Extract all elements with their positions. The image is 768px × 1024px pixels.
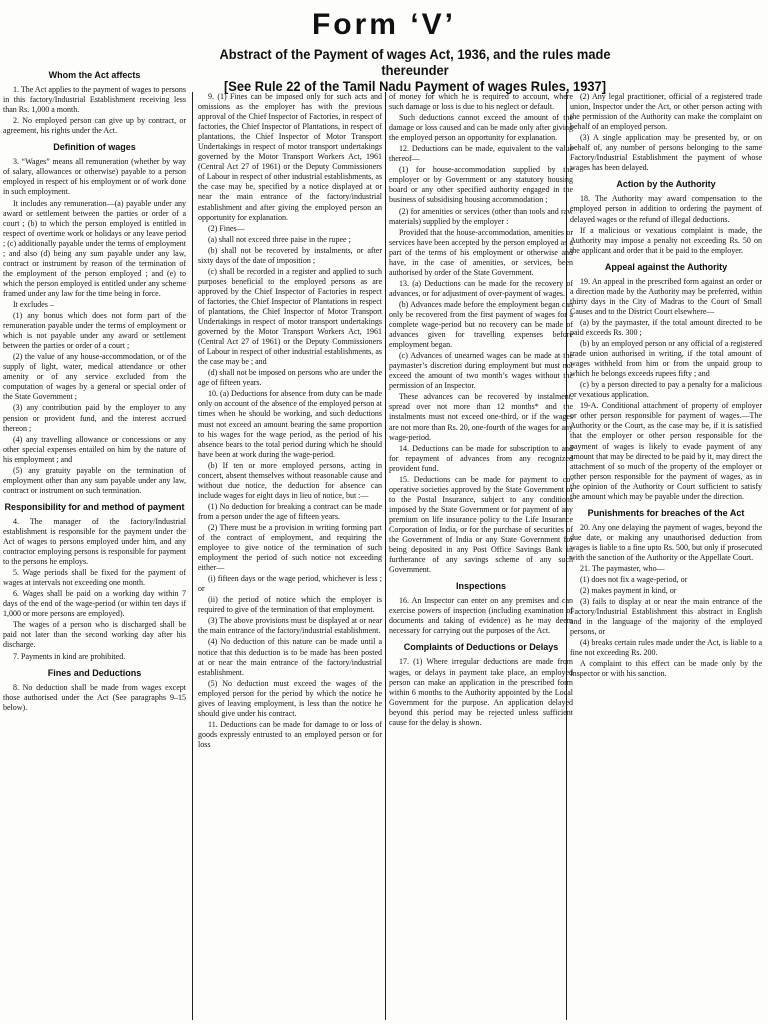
paragraph: 1. The Act applies to the payment of wages to persons in this factory/Industrial Establishment receiving less than Rs. 1,000 a month. xyxy=(3,85,186,115)
paragraph: Provided that the house-accommodation, amenities or services have been accepted by the person employed as a part of the terms of his employment or otherwise and have, in the case of amenities, or services, been authorised by order of the State Government. xyxy=(389,227,573,277)
paragraph: Such deductions cannot exceed the amount of the damage or loss caused and can be made only after giving the employed person an opportunity for explanation. xyxy=(389,113,573,143)
paragraph: (1) No deduction for breaking a contract can be made from a person under the age of fifteen years. xyxy=(198,501,382,521)
paragraph: (c) shall be recorded in a register and applied to such purposes beneficial to the employed persons as are approved by the Chief Inspector of Factories in respect of factories, the Chief Inspector of Plantations in respect of plantations, the Chief Inspector of Motor Transport Undertakings in respect of motor transport undertakings governed by the Motor Transport Workers Act, 1961 (Central Act 27 of 1961) or the Deputy Commissioners of Labour in respect of other industrial establishments, as the case may be ; and xyxy=(198,266,382,367)
paragraph: The wages of a person who is discharged shall be paid not later than the second working day after his discharge. xyxy=(3,620,186,650)
column-2 xyxy=(198,92,382,1018)
paragraph: (3) fails to display at or near the main entrance of the Factory/Industrial Establishment this abstract in English and in the language of the majority of the employed persons, or xyxy=(570,597,762,637)
paragraph: 8. No deduction shall be made from wages except those authorised under the Act (See paragraphs 9–15 below). xyxy=(3,682,186,712)
paragraph: It includes any remuneration—(a) payable under any award or settlement between the parties or order of a court ; (b) to which the person employed is entitled in respect of overtime work or holidays or any leave period ; (c) additionally payable under the terms of employment ; and also (d) being any sum payable under any law, contract or instrument by reason of the termination of the employment of the person employed ; and (e) to which the person employed is entitled under any scheme framed under any law for the time being in force. xyxy=(3,198,186,298)
paragraph: (2) Fines— xyxy=(208,223,245,233)
section-heading-punishments: Punishments for breaches of the Act xyxy=(587,507,745,518)
section-heading-definition: Definition of wages xyxy=(53,142,136,153)
paragraph: 15. Deductions can be made for payment to co-operative societies approved by the State Government or to the Postal Insurance, subject to any conditions imposed by the State Government or for payment of any premium on life insurance policy to the Life Insurance Corporation of India, or for the purchase of securities of the Government of India or any State Government for being deposited in any Post Office Savings Bank in furtherance of any savings scheme of any such Government. xyxy=(389,474,573,575)
paragraph: (5) No deduction must exceed the wages of the employed person for the period by which the notice he gives of leaving employment, is less than the notice he should give under his contract. xyxy=(198,678,382,718)
section-heading-fines: Fines and Deductions xyxy=(47,667,142,678)
column-4 xyxy=(570,92,762,1018)
paragraph: (5) any gratuity payable on the termination of employment other than any sum payable under any law, contract or instrument on such termination. xyxy=(3,465,186,495)
paragraph: 6. Wages shall be paid on a working day within 7 days of the end of the wage-period (or within ten days if 1,000 or more persons are employed). xyxy=(3,589,186,619)
paragraph: 4. The manager of the factory/Industrial establishment is responsible for the payment under the Act of wages to persons employed under him, and any contractor employing persons is responsible for payment to the persons he employs. xyxy=(3,516,186,567)
paragraph: 19. An appeal in the prescribed form against an order or a direction made by the Authority may be preferred, within thirty days in the City of Madras to the Court of Small Causes and to the District Court elsewhere— xyxy=(570,276,762,316)
paragraph: (ii) the period of notice which the employer is required to give of the termination of that employment. xyxy=(198,595,382,615)
paragraph: 3. “Wages” means all remuneration (whether by way of salary, allowances or otherwise) payable to a person employed in respect of his employment or of work done in such employment. xyxy=(3,157,186,197)
paragraph: These advances can be recovered by instalment, spread over not more than 12 months* and the instalments must not exceed one-third, or if the wages are not more than Rs. 20, one-fourth of the wages for any wage-period. xyxy=(389,392,573,442)
paragraph: (1) any bonus which does not form part of the remuneration payable under the terms of employment or which is not payable under any award or settlement between the parties or order of a court ; xyxy=(3,311,186,351)
paragraph: It excludes – xyxy=(13,299,54,309)
paragraph: (a) by the paymaster, if the total amount directed to be paid exceeds Rs. 300 ; xyxy=(570,317,762,337)
section-heading-action: Action by the Authority xyxy=(616,179,716,190)
paragraph: (4) any travelling allowance or concessions or any other special expenses entailed on him by the nature of his employment ; and xyxy=(3,434,186,464)
paragraph: (4) breaks certain rules made under the Act, is liable to a fine not exceeding Rs. 200. xyxy=(570,638,762,658)
paragraph: 14. Deductions can be made for subscription to and for repayment of advances from any recognized provident fund. xyxy=(389,443,573,473)
paragraph: (2) There must be a provision in writing forming part of the contract of employment, and requiring the employee to give notice of the termination of such employment the period of such notice not exceeding either— xyxy=(198,522,382,573)
paragraph: (3) A single application may be presented by, or on behalf of, any number of persons belonging to the same Factory/Industrial Establishment the payment of whose wages has been delayed. xyxy=(570,133,762,173)
subtitle-line-2: [See Rule 22 of the Tamil Nadu Payment of wages Rules, 1937] xyxy=(223,78,606,94)
section-heading-complaints: Complaints of Deductions or Delays xyxy=(403,642,559,653)
paragraph: 12. Deductions can be made, equivalent to the value thereof— xyxy=(389,144,573,164)
section-heading-whom: Whom the Act affects xyxy=(48,70,141,80)
paragraph: (2) Any legal practitioner, official of a registered trade union, Inspector under the Act, or other person acting with the permission of the Authority can make the complaint on behalf of an employed person. xyxy=(570,92,762,132)
section-heading-responsibility: Responsibility for and method of payment xyxy=(4,501,185,512)
paragraph: (b) by an employed person or any official of a registered trade union authorised in writing, if the total amount of wages withheld from him or from the unpaid group to which he belongs exceeds rupees fifty ; and xyxy=(570,339,762,379)
paragraph: (3) The above provisions must be displayed at or near the main entrance of the factory/industrial establishment. xyxy=(198,616,382,636)
paragraph: (2) makes payment in kind, or xyxy=(580,586,677,596)
paragraph: of money for which he is required to account, where such damage or loss is due to his neglect or default. xyxy=(389,92,573,112)
paragraph: (b) If ten or more employed persons, acting in concert, absent themselves without reasonable cause and without due notice, the deduction for absence can include wages for eight days in lieu of notice, but :— xyxy=(198,460,382,500)
paragraph: (1) does not fix a wage-period, or xyxy=(580,575,688,585)
paragraph: If a malicious or vexatious complaint is made, the Authority may impose a penalty not exceeding Rs. 50 on the applicant and order that it be paid to the employer. xyxy=(570,225,762,255)
column-3 xyxy=(389,92,573,1018)
paragraph: (i) fifteen days or the wage period, whichever is less ; or xyxy=(198,574,382,594)
paragraph: 20. Any one delaying the payment of wages, beyond the due date, or making any unauthorised deduction from wages is liable to a fine upto Rs. 500, but only if prosecuted with the sanction of the Authority or the Appellate Court. xyxy=(570,522,762,562)
form-subtitle xyxy=(199,46,631,94)
paragraph: 13. (a) Deductions can be made for the recovery of advances, or for adjustment of over-payment of wages. xyxy=(389,278,573,298)
column-1 xyxy=(3,70,186,1024)
paragraph: (1) for house-accommodation supplied by the employer or by Government or any statutory housing board or any other specified authority engaged in the business of subsidising housing accommodation ; xyxy=(389,165,573,205)
paragraph: 2. No employed person can give up by contract, or agreement, his rights under the Act. xyxy=(3,116,186,136)
column-divider xyxy=(192,92,193,1020)
section-heading-inspections: Inspections xyxy=(455,581,506,592)
paragraph: 9. (1) Fines can be imposed only for such acts and omissions as the employer has with the previous approval of the Chief Inspector of Factories, in respect of factories, the Chief Inspector of Plantations, in respect of plantations, the Chief Inspector of Motor Transport Undertakings in respect of motor transport undertakings governed by the Motor Transport Workers Act, 1961 (Central Act 27 of 1961) or the Deputy Commissioners of Labour in respect of other industrial establishments, as the case may be, specified by a notice displayed at or near the main entrance of the factory/industrial establishment and after giving the employed person an opportunity for explanation. xyxy=(198,92,382,222)
paragraph: (d) shall not be imposed on persons who are under the age of fifteen years. xyxy=(198,368,382,388)
paragraph: (4) No deduction of this nature can be made until a notice that this deduction is to be made has been posted at or near the main entrance of the factory/industrial establishment. xyxy=(198,637,382,677)
paragraph: 10. (a) Deductions for absence from duty can be made only on account of the absence of the employed person at times when he should be working, and such deductions must not exceed an amount bearing the same proportion to his wages for the wage period, as the period of his absence bears to the total period during which he should have been at work during the wage-period. xyxy=(198,389,382,459)
paragraph: 17. (1) Where irregular deductions are made from wages, or delays in payment take place, an employed person can make an application in the prescribed form within 6 months to the Authority appointed by the Local Government for the purpose. An application delayed beyond this period may be rejected unless sufficient cause for the delay is shown. xyxy=(389,657,573,727)
paragraph: (c) by a person directed to pay a penalty for a malicious or vexatious application. xyxy=(570,380,762,400)
paragraph: 7. Payments in kind are prohibited. xyxy=(13,651,126,661)
paragraph: A complaint to this effect can be made only by the Inspector or with his sanction. xyxy=(570,659,762,679)
paragraph: 18. The Authority may award compensation to the employed person in addition to ordering the payment of delayed wages or the refund of illegal deductions. xyxy=(570,194,762,224)
paragraph: (2) the value of any house-accommodation, or of the supply of light, water, medical attendance or other amenity or of any service excluded from the computation of wages by a general or special order of the State Government ; xyxy=(3,352,186,402)
subtitle-line-1: Abstract of the Payment of wages Act, 1936, and the rules made thereunder xyxy=(219,46,611,78)
form-title: Form ‘V’ xyxy=(311,8,456,41)
section-heading-appeal: Appeal against the Authority xyxy=(604,261,728,272)
paragraph: (3) any contribution paid by the employer to any pension or provident fund, and the interest accrued thereon ; xyxy=(3,403,186,433)
paragraph: (a) shall not exceed three paise in the rupee ; xyxy=(208,234,351,244)
paragraph: 21. The paymaster, who— xyxy=(580,564,665,574)
paragraph: 11. Deductions can be made for damage to or loss of goods expressly entrusted to an employed person or for loss xyxy=(198,719,382,749)
paragraph: (b) shall not be recovered by instalments, or after sixty days of the date of imposition ; xyxy=(198,245,382,265)
paragraph: 5. Wage periods shall be fixed for the payment of wages at intervals not exceeding one month. xyxy=(3,568,186,588)
paragraph: (c) Advances of unearned wages can be made at the paymaster’s discretion during employment but must not exceed the amount of two month’s wages without the permission of an Inspector. xyxy=(389,351,573,391)
paragraph: (2) for amenities or services (other than tools and raw materials) supplied by the employer : xyxy=(389,206,573,226)
column-divider xyxy=(385,92,386,1020)
paragraph: 16. An Inspector can enter on any premises and can exercise powers of inspection (including examination of documents and taking of evidence) as he may deem necessary for carrying out the purposes of the Act. xyxy=(389,596,573,636)
paragraph: 19-A. Conditional attachment of property of employer or other person responsible for payment of wages.—The Authority or the Court, as the case may be, if it is satisfied that the employer or other person responsible for the payment of wages is likely to evade payment of any amount that may be directed to be paid by it, may direct the attachment of so much of the property of the employer or other person responsible for the payment of wages, as in the opinion of the Authority or Court sufficient to satisfy the amount which may be payable under the direction. xyxy=(570,401,762,501)
paragraph: (b) Advances made before the employment began can only be recovered from the first payment of wages for a complete wage-period but no recovery can be made of advances given for travelling expenses before employment began. xyxy=(389,299,573,350)
